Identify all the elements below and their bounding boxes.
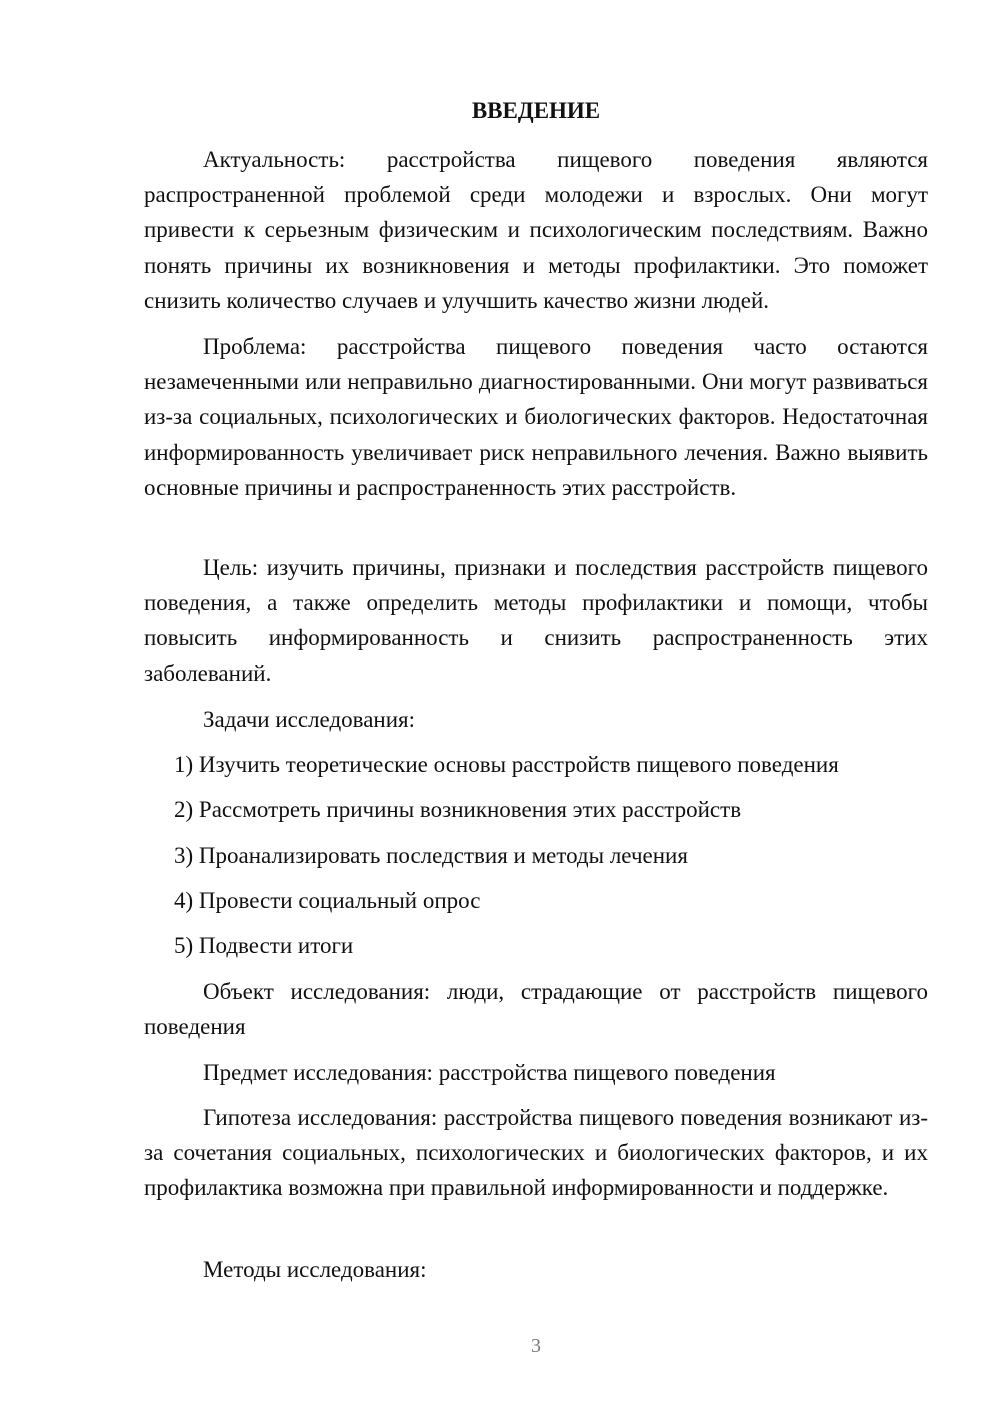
task-item-3: 3) Проанализировать последствия и методы лечения	[174, 843, 688, 868]
subject-paragraph: Предмет исследования: расстройства пищевого поведения	[203, 1060, 776, 1085]
relevance-paragraph: Актуальность: расстройства пищевого поведения являются распространенной проблемой среди молодежи и взрослых. Они могут привести к серьезным физическим и психологическим последствиям. Важно понять причины их возникновения и методы профилактики. Это поможет снизить количество случаев и улучшить качество жизни людей.	[144, 147, 928, 313]
task-item-2: 2) Рассмотреть причины возникновения этих расстройств	[174, 797, 742, 822]
goal-paragraph: Цель: изучить причины, признаки и последствия расстройств пищевого поведения, а также определить методы профилактики и помощи, чтобы повысить информированность и снизить распространенность этих заболеваний.	[144, 555, 928, 686]
methods-heading: Методы исследования:	[203, 1257, 427, 1282]
tasks-heading: Задачи исследования:	[203, 707, 416, 732]
page-number: 3	[531, 1335, 541, 1357]
hypothesis-paragraph: Гипотеза исследования: расстройства пищевого поведения возникают из-за сочетания социальных, психологических и биологических факторов, и их профилактика возможна при правильной информированности и поддержке.	[144, 1105, 928, 1201]
task-item-1: 1) Изучить теоретические основы расстройств пищевого поведения	[174, 752, 839, 777]
page-title: ВВЕДЕНИЕ	[471, 98, 601, 123]
task-item-5: 5) Подвести итоги	[174, 933, 354, 958]
task-item-4: 4) Провести социальный опрос	[174, 888, 481, 913]
problem-paragraph: Проблема: расстройства пищевого поведения часто остаются незамеченными или неправильно диагностированными. Они могут развиваться из-за социальных, психологических и биологических факторов. Недостаточная информированность увеличивает риск неправильного лечения. Важно выявить основные причины и распространенность этих расстройств.	[144, 334, 928, 500]
object-paragraph: Объект исследования: люди, страдающие от расстройств пищевого поведения	[144, 979, 928, 1040]
